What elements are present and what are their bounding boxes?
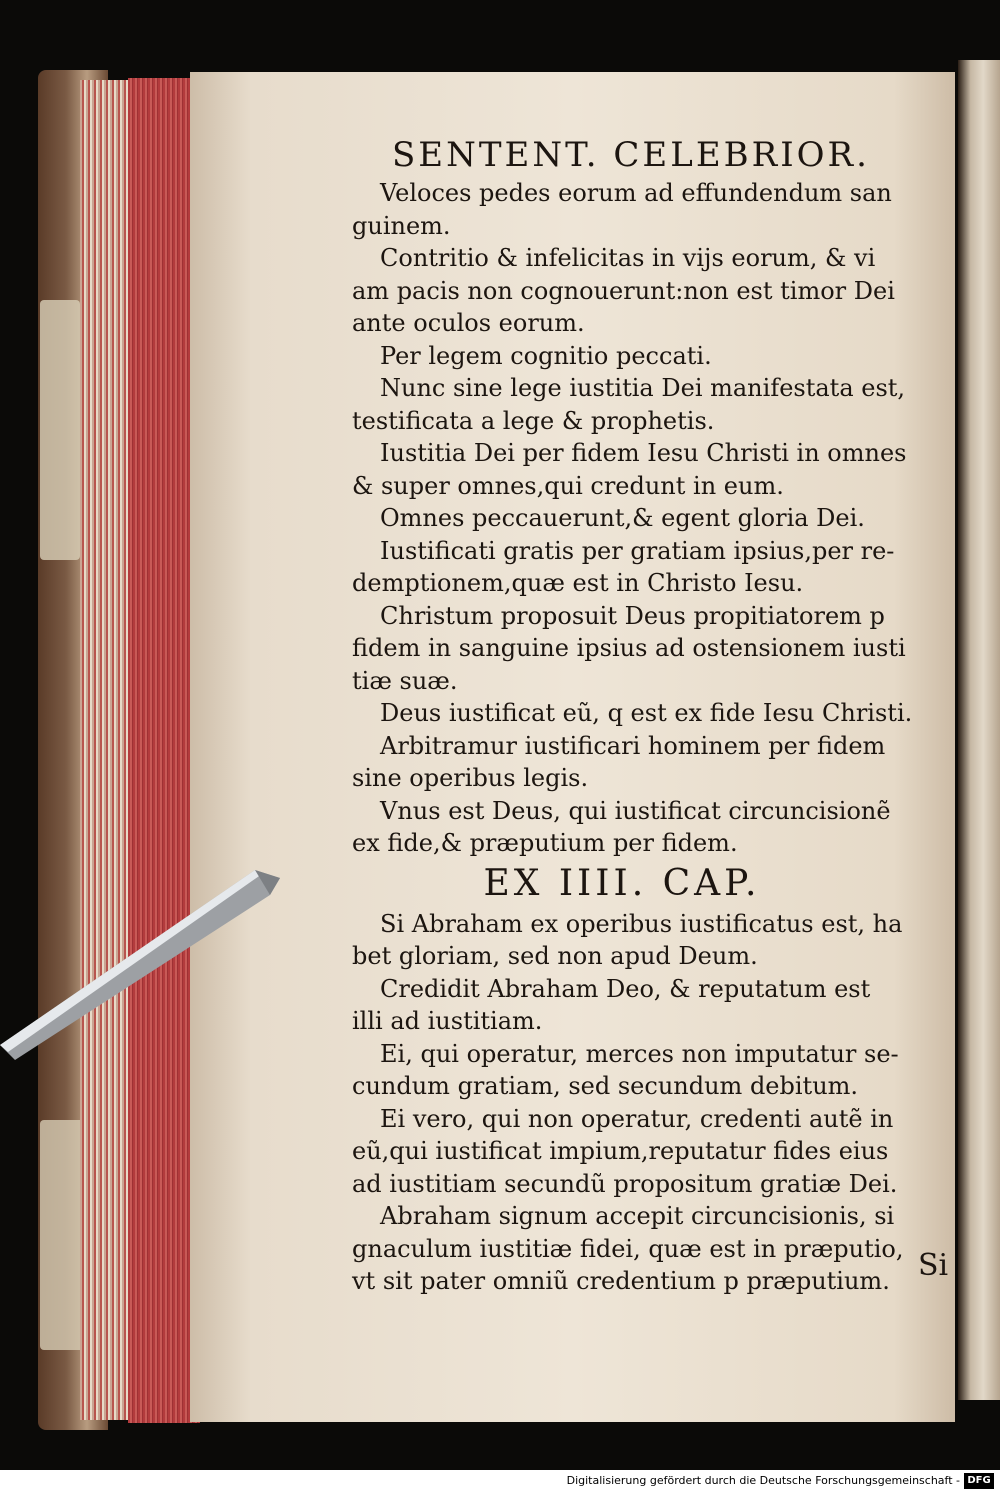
dfg-logo: DFG (964, 1473, 994, 1489)
text-line: Deus iustificat eũ, q est ex fide Iesu Christi. (380, 699, 913, 727)
text-line: Contritio & infelicitas in vijs eorum, & vi (380, 244, 876, 272)
page-holder-pointer (0, 860, 290, 1060)
text-line: Ei, qui operatur, merces non imputatur se- (380, 1039, 899, 1068)
text-line: Si Abraham ex operibus iustificatus est, ha (380, 909, 903, 938)
text-line: am pacis non cognouerunt:non est timor Dei (352, 276, 895, 305)
text-block-1 (352, 177, 952, 860)
text-line: tiæ suæ. (352, 666, 458, 695)
book-cover-right (958, 60, 1000, 1400)
text-line: fidem in sanguine ipsius ad ostensionem iusti (352, 634, 906, 662)
footer-credit: Digitalisierung gefördert durch die Deutsche Forschungsgemeinschaft - (566, 1474, 960, 1487)
text-line: illi ad iustitiam. (352, 1007, 543, 1035)
text-line: eũ,qui iustificat impium,reputatur fides eius (352, 1137, 889, 1165)
page-text (352, 135, 952, 1298)
text-line: Iustitia Dei per fidem Iesu Christi in omnes (380, 439, 907, 467)
text-line: Arbitramur iustificari hominem per fidem (380, 731, 886, 760)
text-block-2 (352, 908, 952, 1298)
text-line: vt sit pater omniũ credentium p præputium. (352, 1267, 890, 1295)
chapter-heading: EX IIII. CAP. (483, 862, 761, 904)
text-line: Iustificati gratis per gratiam ipsius,per re- (380, 536, 895, 565)
text-line: Vnus est Deus, qui iustificat circuncisionẽ (380, 796, 891, 825)
text-line: ante oculos eorum. (352, 309, 585, 337)
text-line: demptionem,quæ est in Christo Iesu. (352, 569, 804, 597)
text-line: guinem. (352, 211, 451, 240)
text-line: & super omnes,qui credunt in eum. (352, 471, 784, 500)
text-line: bet gloriam, sed non apud Deum. (352, 942, 758, 970)
text-line: ad iustitiam secundũ propositum gratiæ Dei. (352, 1169, 898, 1198)
text-line: gnaculum iustitiæ fidei, quæ est in præputio, (352, 1234, 904, 1263)
text-line: Credidit Abraham Deo, & reputatum est (380, 974, 871, 1003)
catchword: Si (918, 1248, 949, 1283)
text-line: Per legem cognitio peccati. (380, 341, 712, 370)
running-header: SENTENT. CELEBRIOR. (392, 135, 870, 175)
text-line: Nunc sine lege iustitia Dei manifestata est, (380, 374, 906, 402)
text-line: Christum proposuit Deus propitiatorem p (380, 601, 885, 630)
text-line: sine operibus legis. (352, 764, 589, 792)
text-line: Abraham signum accepit circuncisionis, si (380, 1202, 895, 1230)
text-line: ex fide,& præputium per fidem. (352, 829, 738, 857)
footer-bar (0, 1470, 1000, 1493)
text-line: cundum gratiam, sed secundum debitum. (352, 1072, 859, 1100)
text-line: testificata a lege & prophetis. (352, 406, 715, 435)
text-line: Ei vero, qui non operatur, credenti autẽ in (380, 1104, 894, 1133)
cover-paper-patch (40, 300, 80, 560)
text-line: Veloces pedes eorum ad effundendum san (380, 179, 892, 207)
text-line: Omnes peccauerunt,& egent gloria Dei. (380, 504, 865, 532)
